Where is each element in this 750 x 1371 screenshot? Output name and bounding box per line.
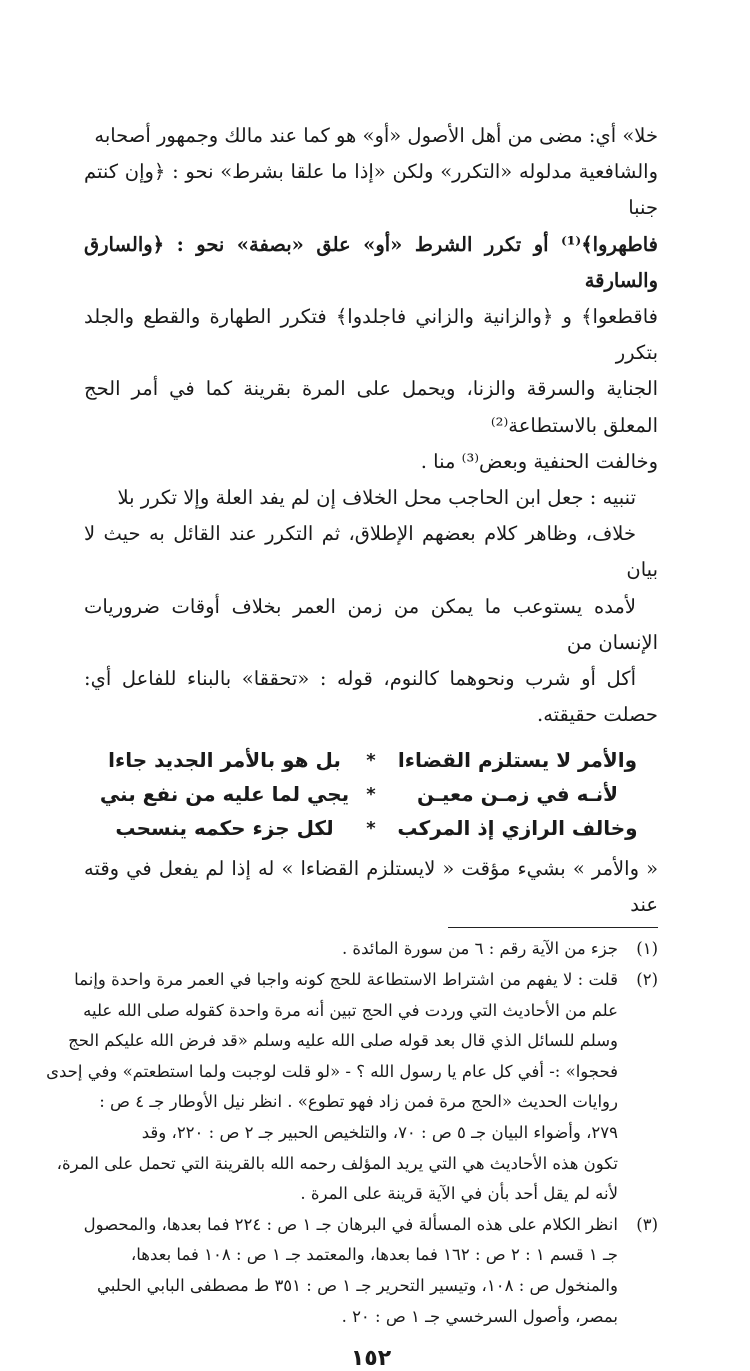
footnote-text — [84, 934, 618, 965]
verse-line — [84, 811, 658, 845]
text-line: أكل أو شرب ونحوهما كالنوم، قوله : «تحققا» بالبناء للفاعل أي: حصلت حقيقته. — [84, 667, 658, 727]
main-text — [84, 118, 658, 733]
text-line: وخالفت الحنفية وبعض⁽³⁾ منا . — [420, 449, 658, 473]
verse-separator: * — [366, 817, 376, 839]
footnote-1 — [84, 934, 658, 965]
paragraph-2 — [84, 480, 658, 733]
footnote-line: قلت : لا يفهم من اشتراط الاستطاعة للحج كونه واجبا في العمر مرة واحدة وإنما — [74, 970, 618, 990]
text-line: والشافعية مدلوله «التكرر» ولكن «إذا ما علقا بشرط» نحو : ﴿وإن كنتم جنبا — [84, 160, 658, 220]
verse-first-hemistich: والأمر لا يستلزم القضاءا — [397, 748, 638, 773]
verse-first-hemistich: وخالف الرازي إذ المركب — [397, 816, 638, 841]
footnote-divider — [448, 927, 658, 928]
verse-separator: * — [366, 749, 376, 771]
footnote-line: روايات الحديث «الحج مرة فمن زاد فهو تطوع» . انظر نيل الأوطار جـ ٤ ص : — [99, 1092, 618, 1112]
paragraph-1 — [84, 118, 658, 480]
text-line: لأمده يستوعب ما يمكن من زمن العمر بخلاف أوقات ضروريات الإنسان من — [84, 594, 658, 654]
footnote-text — [84, 1210, 618, 1332]
footnote-line: علم من الأحاديث التي وردت في الحج تبين أنه مرة واحدة كقوله صلى الله عليه — [83, 1000, 618, 1020]
text-line: خلاف، وظاهر كلام بعضهم الإطلاق، ثم التكرر عند القائل به حيث لا بيان — [84, 522, 658, 582]
verse-second-hemistich: بل هو بالأمر الجديد جاءا — [108, 748, 341, 773]
footnote-line: تكون هذه الأحاديث هي التي يريد المؤلف رحمه الله بالقرينة التي تحمل على المرة، — [56, 1153, 618, 1173]
footnote-line: جزء من الآية رقم : ٦ من سورة المائدة . — [341, 939, 618, 959]
verse-line — [84, 777, 658, 811]
footnote-2 — [46, 965, 658, 1210]
text-line: الجناية والسرقة والزنا، ويحمل على المرة بقرينة كما في أمر الحج المعلق بالاستطاعة⁽²⁾ — [84, 377, 658, 437]
footnote-line: وسلم للسائل الذي قال بعد قوله صلى الله عليه وسلم «قد فرض الله عليكم الحج — [68, 1031, 618, 1051]
footnote-line: فحجوا» :- أفي كل عام يا رسول الله ؟ - «لو قلت لوجبت ولما استطعتم» وفي إحدى — [46, 1061, 618, 1081]
text-line: تنبيه : جعل ابن الحاجب محل الخلاف إن لم يفد العلة وإلا تكرر بلا — [117, 486, 636, 510]
footnote-3 — [84, 1210, 658, 1332]
verse-second-hemistich: لكل جزء حكمه ينسحب — [115, 816, 334, 841]
footnote-line: ٢٧٩، وأضواء البيان جـ ٥ ص : ٧٠، والتلخيص الحبير جـ ٢ ص : ٢٢٠، وقد — [141, 1123, 618, 1143]
text-line: فاقطعوا﴾ و ﴿والزانية والزاني فاجلدوا﴾ فتكرر الطهارة والقطع والجلد بتكرر — [84, 305, 658, 365]
footnote-number: (٢) — [636, 970, 658, 990]
footnote-line: بمصر، وأصول السرخسي جـ ١ ص : ٢٠ . — [341, 1306, 618, 1326]
footnote-line: جـ ١ قسم ١ : ٢ ص : ١٦٢ فما بعدها، والمعتمد جـ ١ ص : ١٠٨ فما بعدها، — [130, 1245, 618, 1265]
footnote-text — [46, 965, 618, 1210]
verse-second-hemistich: يجي لما عليه من نفع بني — [99, 782, 350, 807]
verse-line — [84, 743, 658, 777]
footnote-number: (١) — [636, 939, 658, 959]
footnote-line: انظر الكلام على هذه المسألة في البرهان جـ ١ ص : ٢٢٤ فما بعدها، والمحصول — [83, 1214, 618, 1234]
text-line: خلا» أي: مضى من أهل الأصول «أو» هو كما عند مالك وجمهور أصحابه — [94, 124, 658, 147]
text-line: فاطهروا﴾⁽¹⁾ أو تكرر الشرط «أو» علق «بصفة» نحو : ﴿والسارق والسارقة — [84, 232, 658, 292]
footnote-number: (٣) — [636, 1214, 658, 1234]
commentary-line: « والأمر » بشيء مؤقت « لايستلزم القضاءا » له إذا لم يفعل في وقته عند — [84, 857, 658, 917]
footnotes — [46, 934, 658, 1332]
footnote-line: لأنه لم يقل أحد بأن في الآية قرينة على المرة . — [300, 1184, 618, 1204]
footnote-line: والمنخول ص : ١٠٨، وتيسير التحرير جـ ١ ص : ٣٥١ ط مصطفى البابي الحلبي — [96, 1275, 618, 1295]
page-number: ١٥٢ — [350, 1346, 392, 1371]
verse-separator: * — [366, 783, 376, 805]
poem-verses — [84, 743, 658, 845]
verse-first-hemistich: لأنـه في زمـن معيـن — [417, 782, 618, 807]
